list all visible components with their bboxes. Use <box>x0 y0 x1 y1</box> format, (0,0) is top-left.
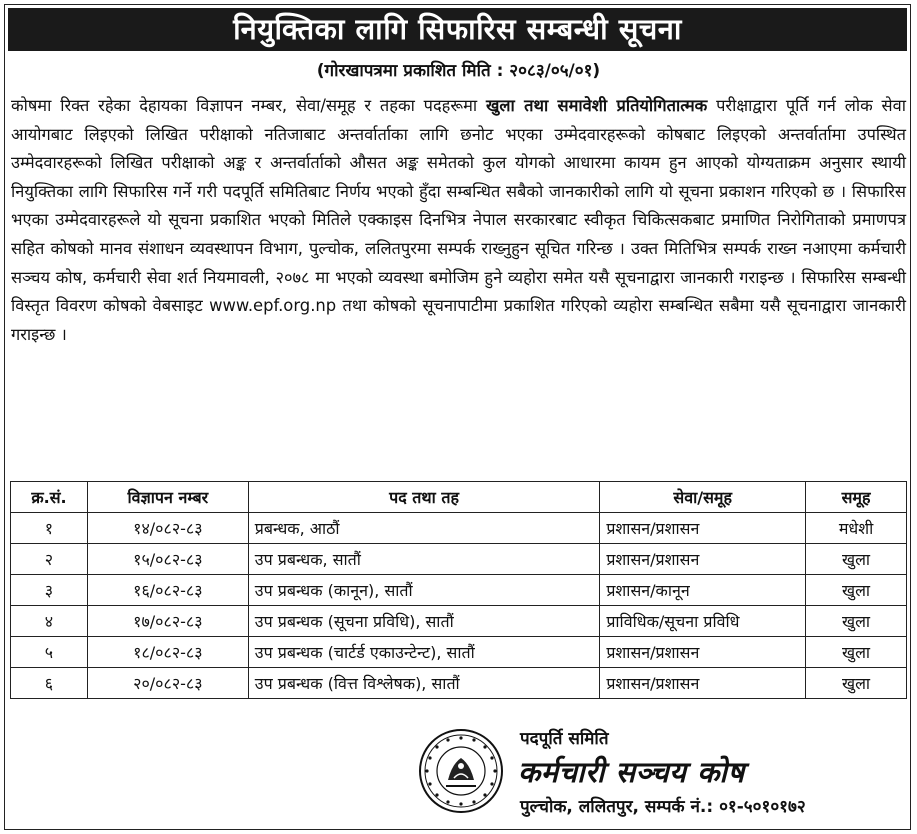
cell-serial: २ <box>11 544 88 575</box>
published-date: (गोरखापत्रमा प्रकाशित मिति : २०८३/०५/०१) <box>316 61 601 81</box>
cell-serial: ३ <box>11 575 88 606</box>
cell-ad-number: २०/०८२-८३ <box>87 668 248 699</box>
table-row <box>11 606 907 637</box>
organization-address: पुल्चोक, ललितपुर, सम्पर्क नं.: ०१-५०१०१७२ <box>520 797 806 817</box>
header-serial: क्र.सं. <box>11 482 88 513</box>
table-row <box>11 544 907 575</box>
cell-ad-number: १४/०८२-८३ <box>87 513 248 544</box>
body-text-part2: परीक्षाद्वारा पूर्ति गर्न लोक सेवा आयोगबाट लिइएको लिखित परीक्षाको नतिजाबाट अन्तर्वार्ताका लागि छनोट भएका उम्मेदवारहरूको कोषबाट लिइएको अन्तर्वार्तामा उपस्थित उम्मेदवारहरूको लिखित परीक्षाको अङ्क र अन्तर्वार्ताको औसत अङ्क समेतको कुल योगको आधारमा कायम हुन आएको योग्यताक्रम अनुसार स्थायी नियुक्तिका लागि सिफारिस गर्ने गरी पदपूर्ति समितिबाट निर्णय भएको हुँदा सम्बन्धित सबैको जानकारीको लागि यो सूचना प्रकाशन गरिएको छ । सिफारिस भएका उम्मेदवारहरूले यो सूचना प्रकाशित भएको मितिले एक्काइस दिनभित्र नेपाल सरकारबाट स्वीकृत चिकित्सकबाट प्रमाणित निरोगिताको प्रमाणपत्र सहित कोषको मानव संशाधन व्यवस्थापन विभाग, पुल्चोक, ललितपुरमा सम्पर्क राख्नुहुन सूचित गरिन्छ । उक्त मितिभित्र सम्पर्क राख्न नआएमा कर्मचारी सञ्चय कोष, कर्मचारी सेवा शर्त नियमावली, २०७८ मा भएको व्यवस्था बमोजिम हुने व्यहोरा समेत यसै सूचनाद्वारा जानकारी गराइन्छ । सिफारिस सम्बन्धी विस्तृत विवरण कोषको वेबसाइट www.epf.org.np तथा कोषको सूचनापाटीमा प्रकाशित गरिएको व्यहोरा सम्बन्धित सबैमा यसै सूचनाद्वारा जानकारी गराइन्छ । <box>11 96 906 344</box>
header-group: समूह <box>806 482 907 513</box>
cell-serial: १ <box>11 513 88 544</box>
cell-post-level: उप प्रबन्धक (चार्टर्ड एकाउन्टेन्ट), सातौं <box>248 637 600 668</box>
cell-serial: ६ <box>11 668 88 699</box>
cell-group: खुला <box>806 668 907 699</box>
cell-group: खुला <box>806 637 907 668</box>
committee-name: पदपूर्ति समिति <box>520 729 609 749</box>
table-row <box>11 513 907 544</box>
cell-service-group: प्रशासन/प्रशासन <box>600 637 806 668</box>
header-service-group: सेवा/समूह <box>600 482 806 513</box>
cell-service-group: प्रशासन/कानून <box>600 575 806 606</box>
notice-title: नियुक्तिका लागि सिफारिस सम्बन्धी सूचना <box>8 8 907 51</box>
cell-post-level: उप प्रबन्धक (वित्त विश्लेषक), सातौं <box>248 668 600 699</box>
table-row <box>11 668 907 699</box>
epf-seal-icon <box>418 728 504 814</box>
cell-serial: ४ <box>11 606 88 637</box>
cell-post-level: उप प्रबन्धक, सातौं <box>248 544 600 575</box>
table-header-row <box>11 482 907 513</box>
cell-serial: ५ <box>11 637 88 668</box>
cell-group: खुला <box>806 544 907 575</box>
cell-ad-number: १८/०८२-८३ <box>87 637 248 668</box>
cell-group: खुला <box>806 575 907 606</box>
table-row <box>11 637 907 668</box>
cell-ad-number: १७/०८२-८३ <box>87 606 248 637</box>
body-text-bold: खुला तथा समावेशी प्रतियोगितात्मक <box>486 96 708 115</box>
cell-group: खुला <box>806 606 907 637</box>
cell-post-level: उप प्रबन्धक (कानून), सातौं <box>248 575 600 606</box>
cell-post-level: प्रबन्धक, आठौं <box>248 513 600 544</box>
header-post-level: पद तथा तह <box>248 482 600 513</box>
cell-service-group: प्राविधिक/सूचना प्रविधि <box>600 606 806 637</box>
organization-name: कर्मचारी सञ्चय कोष <box>518 755 745 789</box>
cell-service-group: प्रशासन/प्रशासन <box>600 668 806 699</box>
header-ad-number: विज्ञापन नम्बर <box>87 482 248 513</box>
cell-service-group: प्रशासन/प्रशासन <box>600 513 806 544</box>
cell-post-level: उप प्रबन्धक (सूचना प्रविधि), सातौं <box>248 606 600 637</box>
cell-ad-number: १५/०८२-८३ <box>87 544 248 575</box>
cell-service-group: प्रशासन/प्रशासन <box>600 544 806 575</box>
cell-ad-number: १६/०८२-८३ <box>87 575 248 606</box>
table-row <box>11 575 907 606</box>
body-text-part1: कोषमा रिक्त रहेका देहायका विज्ञापन नम्बर, सेवा/समूह र तहका पदहरूमा <box>11 96 487 115</box>
cell-group: मधेशी <box>806 513 907 544</box>
recommendation-table <box>10 481 907 699</box>
notice-body <box>11 92 906 349</box>
